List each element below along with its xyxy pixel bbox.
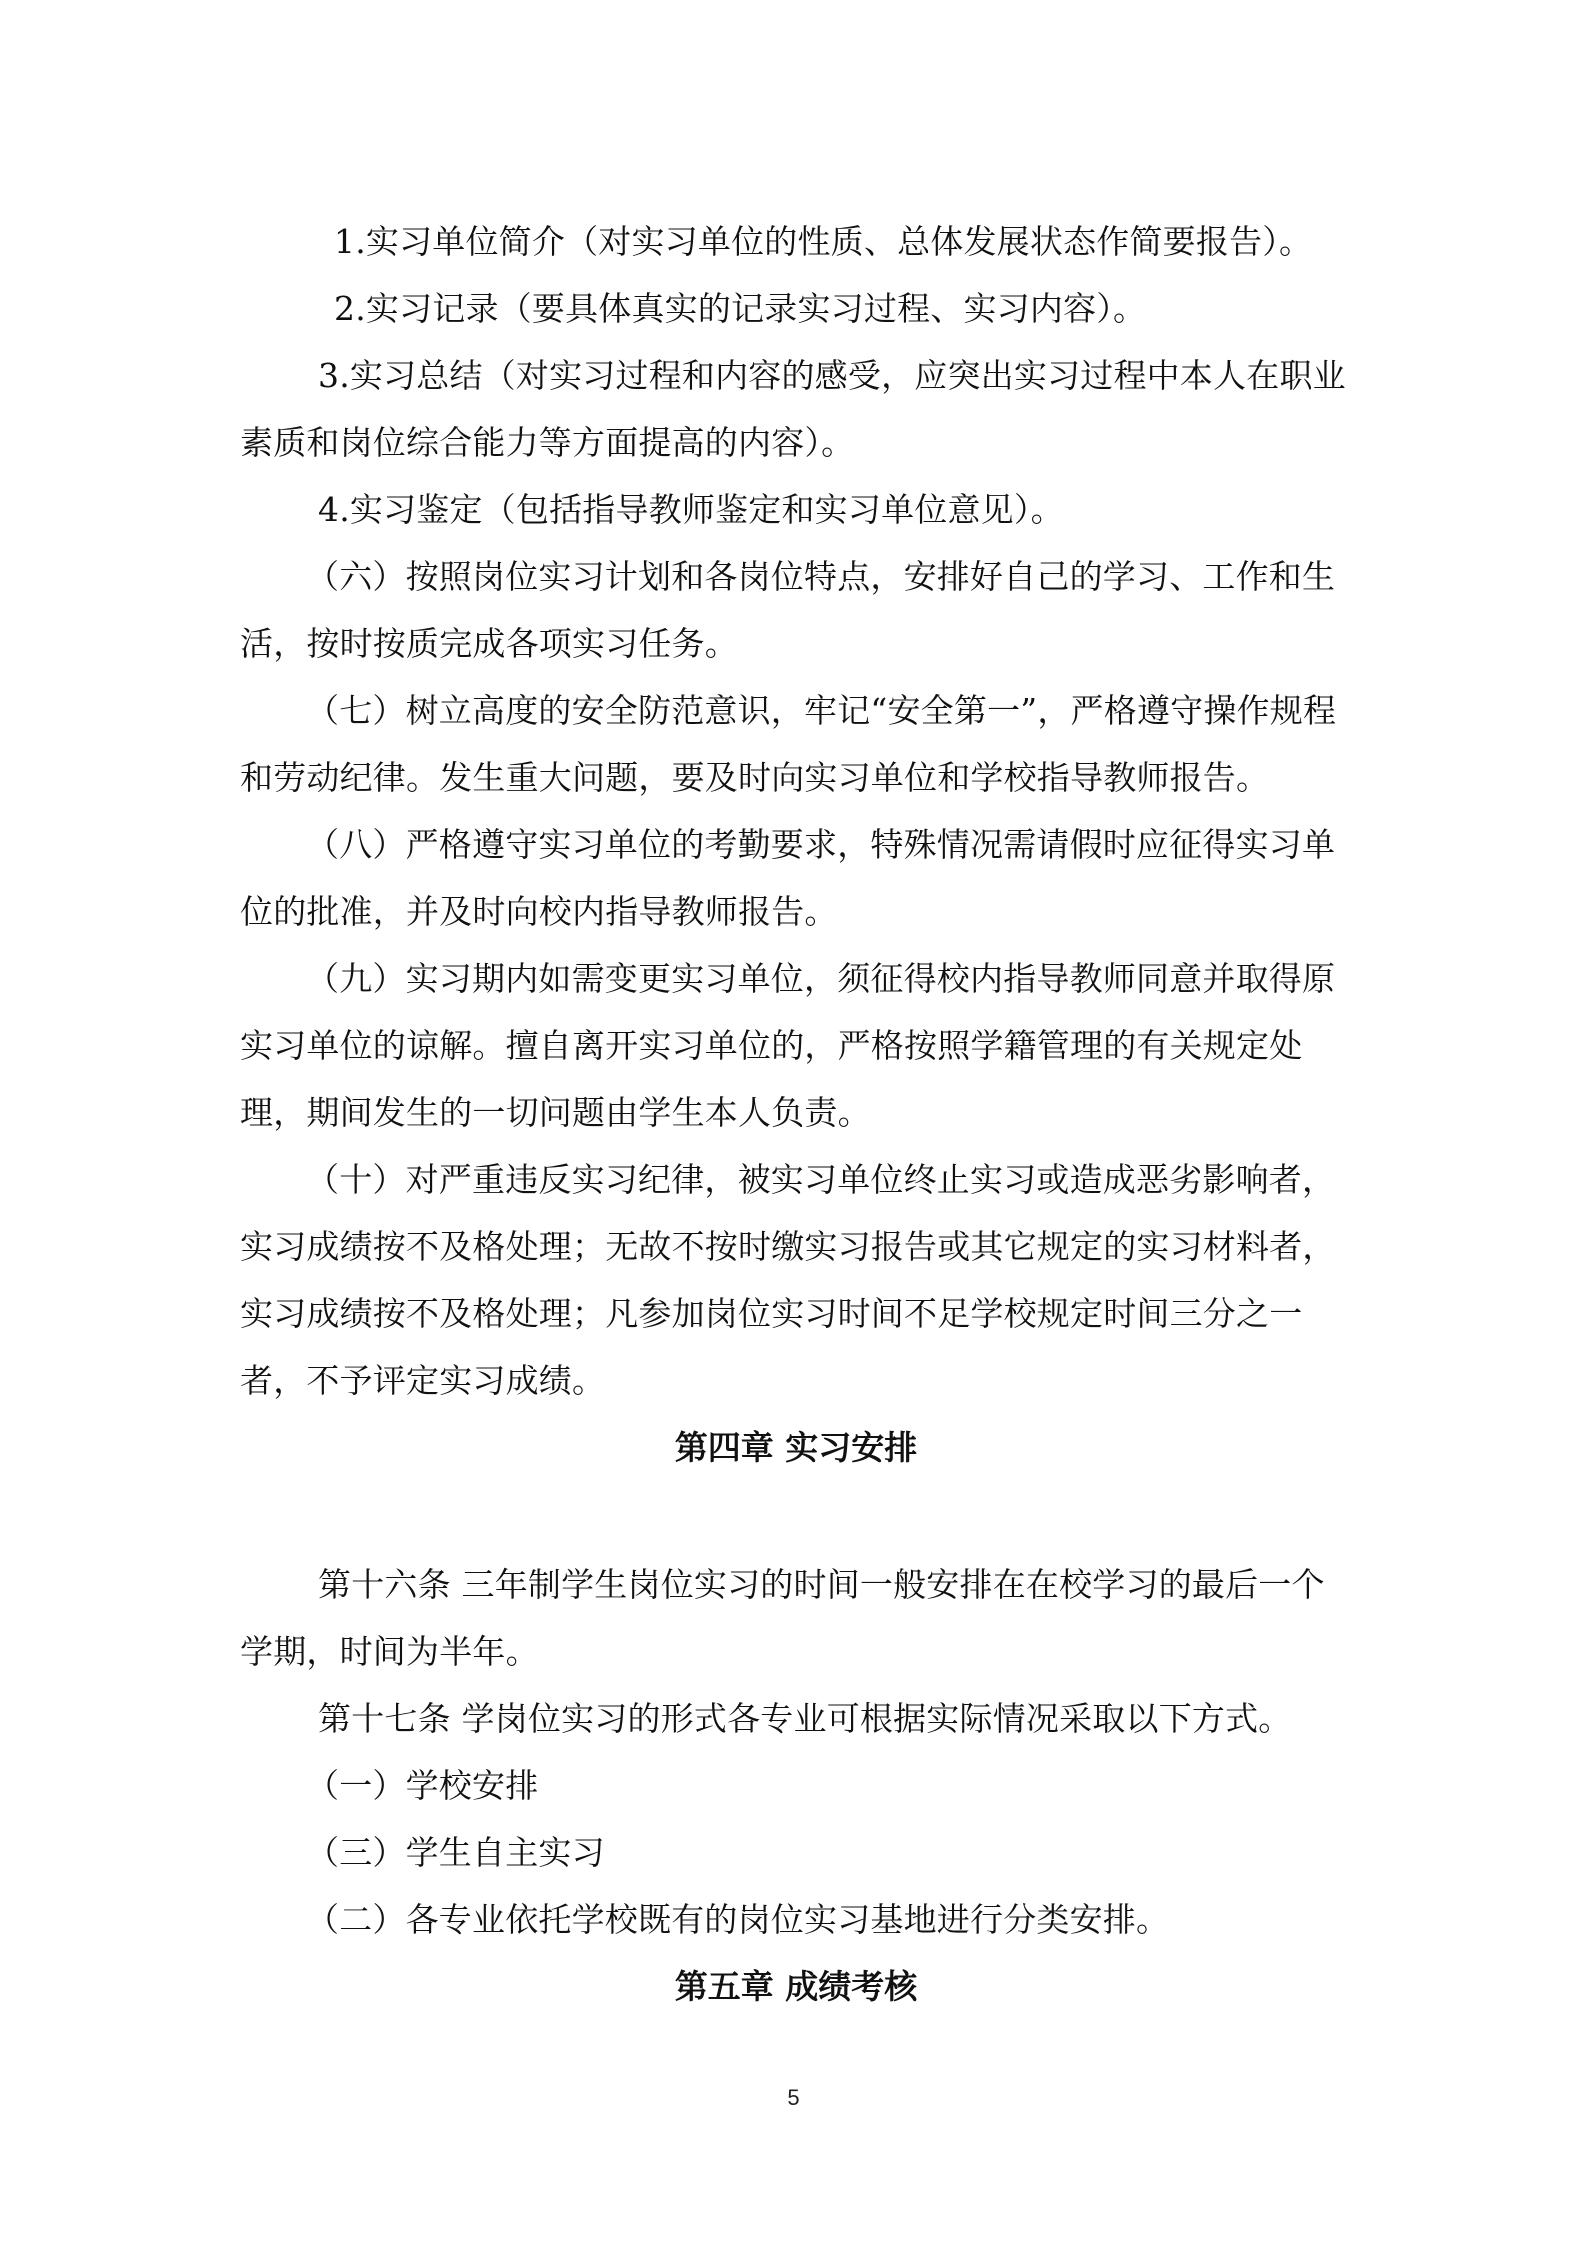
mode-item: （一）学校安排 [306, 1766, 539, 1805]
clause-paragraph: （六）按照岗位实习计划和各岗位特点，安排好自己的学习、工作和生活，按时按质完成各项实习任务。 [240, 557, 1336, 663]
article-paragraph: 第十六条 三年制学生岗位实习的时间一般安排在在校学习的最后一个学期，时间为半年。 [240, 1565, 1325, 1671]
list-item: 1.实习单位简介（对实习单位的性质、总体发展状态作简要报告）。 [334, 222, 1313, 261]
section-spacer [240, 1481, 1352, 1551]
chapter-heading: 第五章 成绩考核 [674, 1967, 918, 2006]
chapter-heading: 第四章 实习安排 [674, 1428, 918, 1467]
list-item: 3.实习总结（对实习过程和内容的感受，应突出实习过程中本人在职业素质和岗位综合能力等方面提高的内容）。 [240, 356, 1346, 462]
document-body [240, 208, 1352, 2020]
clause-paragraph: （九）实习期内如需变更实习单位，须征得校内指导教师同意并取得原实习单位的谅解。擅自离开实习单位的，严格按照学籍管理的有关规定处理，期间发生的一切问题由学生本人负责。 [240, 959, 1336, 1132]
mode-item: （二）各专业依托学校既有的岗位实习基地进行分类安排。 [306, 1900, 1170, 1939]
list-item: 2.实习记录（要具体真实的记录实习过程、实习内容）。 [334, 289, 1147, 328]
clause-paragraph: （十）对严重违反实习纪律，被实习单位终止实习或造成恶劣影响者，实习成绩按不及格处理；无故不按时缴实习报告或其它规定的实习材料者，实习成绩按不及格处理；凡参加岗位实习时间不足学校规定时间三分之一者，不予评定实习成绩。 [240, 1160, 1336, 1400]
article-paragraph: 第十七条 学岗位实习的形式各专业可根据实际情况采取以下方式。 [318, 1699, 1292, 1738]
mode-item: （三）学生自主实习 [306, 1833, 605, 1872]
clause-paragraph: （八）严格遵守实习单位的考勤要求，特殊情况需请假时应征得实习单位的批准，并及时向校内指导教师报告。 [240, 825, 1336, 931]
clause-paragraph: （七）树立高度的安全防范意识，牢记“安全第一”，严格遵守操作规程和劳动纪律。发生重大问题，要及时向实习单位和学校指导教师报告。 [240, 691, 1337, 797]
page-number: 5 [787, 2085, 800, 2110]
list-item: 4.实习鉴定（包括指导教师鉴定和实习单位意见）。 [318, 490, 1064, 529]
